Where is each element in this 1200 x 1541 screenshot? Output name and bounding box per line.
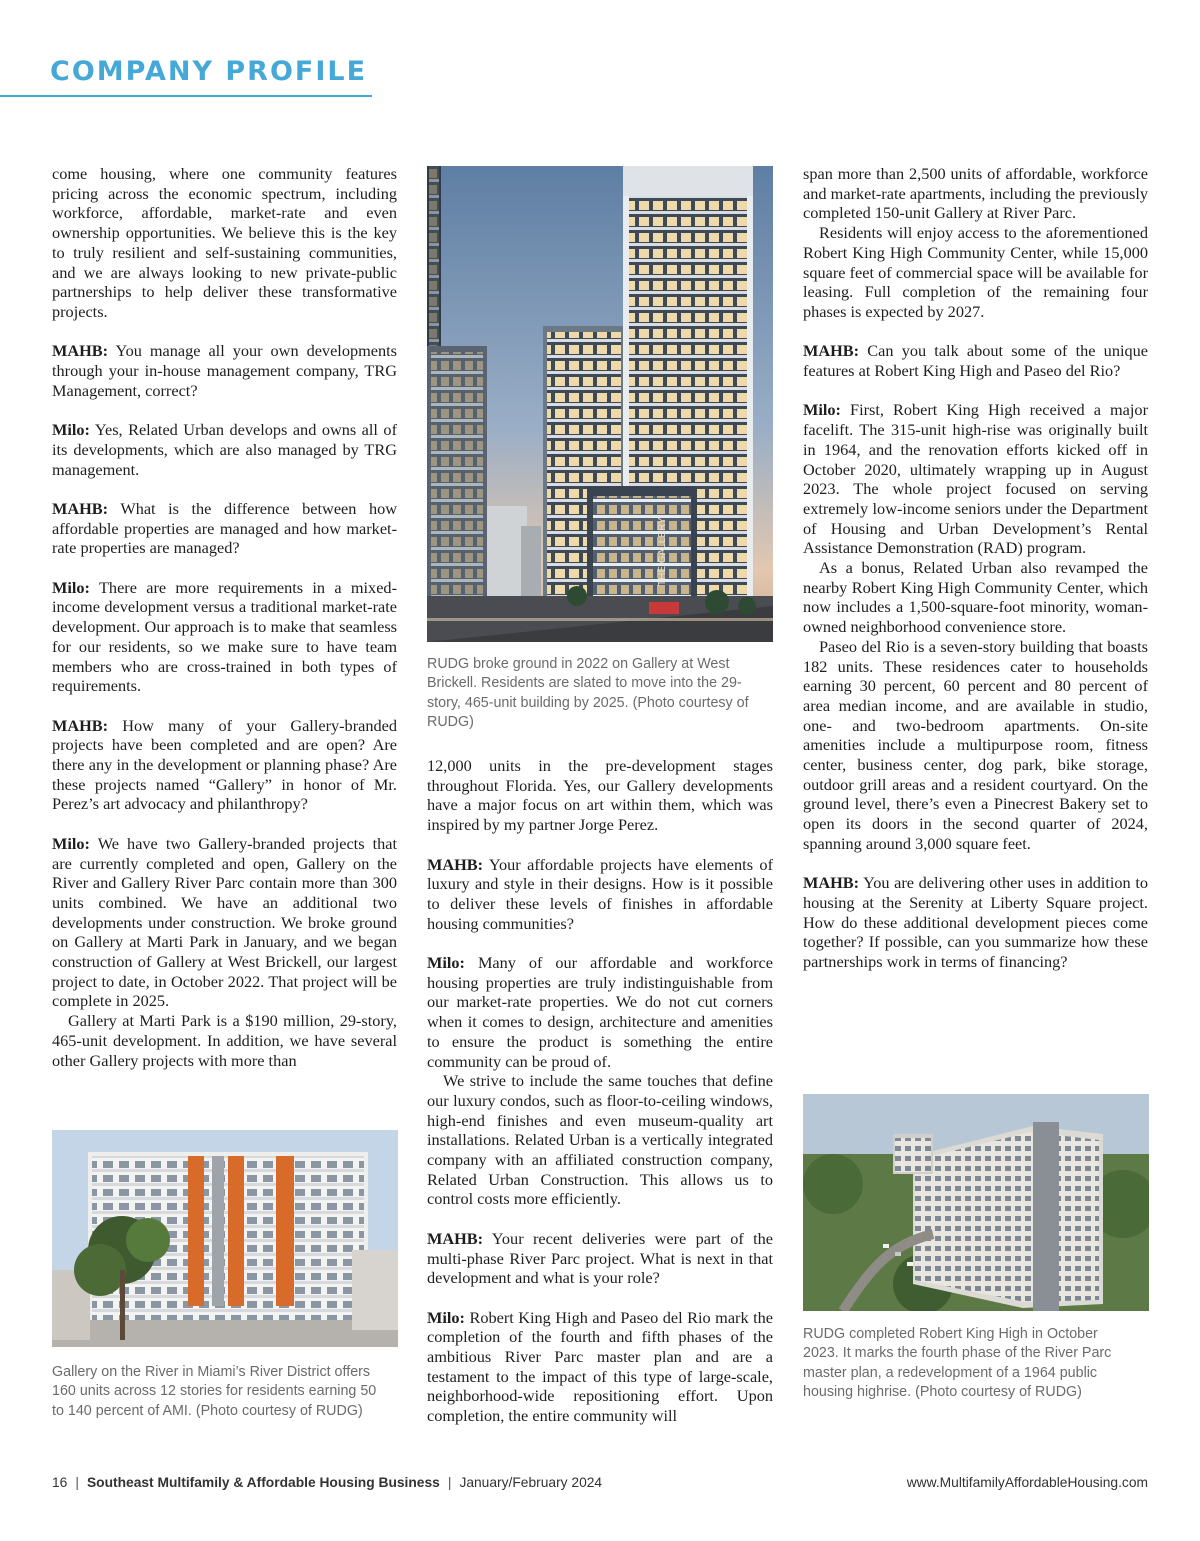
paragraph: Residents will enjoy access to the aforementioned Robert King High Community Center, while 15,000 square feet of commercial space will be available for leasing. Full completion of the remaining four phases is expected by 2027. (803, 223, 1148, 321)
footer-left (52, 1475, 602, 1490)
mid-rise-building-image (52, 1130, 398, 1347)
paragraph (803, 873, 1148, 972)
gallery-on-the-river-photo (52, 1130, 398, 1347)
paragraph: We strive to include the same touches that define our luxury condos, such as floor-to-ceiling windows, high-end finishes and even museum-quality art installations. Related Urban is a vertically integrated company with an affiliated construction company, Related Urban Construction. This allows us to control costs more efficiently. (427, 1071, 773, 1209)
paragraph (427, 1229, 773, 1288)
issue-date: January/February 2024 (459, 1475, 603, 1490)
paragraph (427, 953, 773, 1071)
paragraph (803, 341, 1148, 380)
paragraph-text: Yes, Related Urban develops and owns all of its developments, which are also managed by TRG management. (52, 420, 397, 479)
speaker: MAHB: (427, 1228, 484, 1248)
gallery-west-brickell-caption: RUDG broke ground in 2022 on Gallery at West Brickell. Residents are slated to move into the 29-story, 465-unit building by 2025. (Photo courtesy of RUDG) (427, 656, 749, 730)
paragraph: Paseo del Rio is a seven-story building that boasts 182 units. These residences cater to households earning 30 percent, 60 percent and 80 percent of area median income, and are available in studio, one- and two-bedroom apartments. On-site amenities include a multipurpose room, fitness center, business center, dog park, bike storage, outdoor grill areas and a resident courtyard. On the ground level, there’s even a Pinecrest Bakery set to open its doors in the second quarter of 2024, spanning around 3,000 square feet. (803, 636, 1148, 853)
speaker: Milo: (427, 1307, 465, 1327)
speaker: Milo: (427, 953, 465, 972)
paragraph (52, 499, 397, 558)
paragraph: Gallery at Marti Park is a $190 million, 29-story, 465-unit development. In addition, we have several other Gallery projects with more than (52, 1011, 397, 1070)
header-rule (0, 95, 372, 97)
paragraph (52, 834, 397, 1011)
speaker: MAHB: (52, 498, 109, 518)
paragraph-text: There are more requirements in a mixed-income development versus a traditional market-rate development. Our approach is to make that seamless for our residents, so we make sure to have team members who are cross-trained in both types of requirements. (52, 577, 397, 696)
section-label: COMPANY PROFILE (50, 56, 368, 87)
speaker: MAHB: (52, 715, 109, 735)
paragraph (52, 341, 397, 400)
speaker: Milo: (52, 833, 90, 853)
website-link[interactable]: www.MultifamilyAffordableHousing.com (906, 1475, 1148, 1490)
speaker: MAHB: (427, 854, 484, 874)
paragraph: span more than 2,500 units of affordable, workforce and market-rate apartments, including the previously completed 150-unit Gallery at River Parc. (803, 164, 1148, 223)
article-column-3 (803, 164, 1148, 972)
gallery-west-brickell-photo (427, 166, 773, 642)
speaker: Milo: (52, 577, 90, 597)
paragraph-text: What is the difference between how affordable properties are managed and how market-rate properties are managed? (52, 498, 397, 558)
speaker: Milo: (52, 420, 90, 440)
paragraph (52, 578, 397, 696)
publication-name: Southeast Multifamily & Affordable Housing Business (86, 1475, 440, 1490)
paragraph: come housing, where one community features pricing across the economic spectrum, including workforce, affordable, market-rate and even ownership opportunities. We believe this is the key to truly resilient and self-sustaining communities, and we are always looking to new private-public partnerships to help deliver these transformative projects. (52, 164, 397, 321)
paragraph-text: Your recent deliveries were part of the multi-phase River Parc project. What is next in that development and what is your role? (427, 1228, 773, 1288)
paragraph (52, 420, 397, 479)
paragraph-text: We have two Gallery-branded projects that are currently completed and open, Gallery on the River and Gallery River Parc contain more than 300 units combined. We have an additional two developments under construction. We broke ground on Gallery at Marti Park in January, and we began construction of Gallery at West Brickell, our largest project to date, in October 2022. That project will be complete in 2025. (52, 833, 397, 1011)
paragraph-text: First, Robert King High received a major facelift. The 315-unit high-rise was originally built in 1964, and the renovation efforts kicked off in October 2020, ultimately wrapping up in August 2023. The whole project focused on serving extremely low-income seniors under the Department of Housing and Urban Development’s Rental Assistance Demonstration (RAD) program. (803, 400, 1148, 558)
speaker: Milo: (803, 400, 841, 420)
paragraph (427, 855, 773, 934)
paragraph-text: Your affordable projects have elements of luxury and style in their designs. How is it possible to deliver these levels of finishes in affordable housing communities? (427, 854, 773, 933)
speaker: MAHB: (803, 873, 860, 893)
paragraph (803, 400, 1148, 558)
paragraph: 12,000 units in the pre-development stages throughout Florida. Yes, our Gallery developments have a major focus on art within them, which was inspired by my partner Jorge Perez. (427, 756, 773, 835)
paragraph-text: You are delivering other uses in addition to housing at the Serenity at Liberty Square project. How do these additional development pieces come together? If possible, can you summarize how these partnerships work in terms of financing? (803, 873, 1148, 972)
paragraph-text: How many of your Gallery-branded projects have been completed and are open? Are there any in the development or planning phase? Are these projects named “Gallery” in honor of Mr. Perez’s art advocacy and philanthropy? (52, 715, 397, 814)
robert-king-high-caption: RUDG completed Robert King High in October 2023. It marks the fourth phase of the River Parc master plan, a redevelopment of a 1964 public housing highrise. (Photo courtesy of RUDG) (803, 1326, 1112, 1400)
gallery-on-the-river-caption: Gallery on the River in Miami’s River District offers 160 units across 12 stories for residents earning 50 to 140 percent of AMI. (Photo courtesy of RUDG) (52, 1364, 377, 1419)
footer-divider: | (75, 1475, 79, 1490)
paragraph: As a bonus, Related Urban also revamped the nearby Robert King High Community Center, which now includes a 1,500-square-foot minority, woman-owned neighborhood convenience store. (803, 558, 1148, 637)
speaker: MAHB: (803, 341, 860, 361)
highrise-aerial-image (803, 1094, 1149, 1311)
speaker: MAHB: (52, 341, 109, 361)
paragraph (52, 716, 397, 815)
paragraph-text: You manage all your own developments through your in-house management company, TRG Management, correct? (52, 341, 397, 400)
paragraph-text: Many of our affordable and workforce housing properties are truly indistinguishable from our market-rate properties. We do not cut corners when it comes to design, architecture and amenities to ensure the product is something the entire community can be proud of. (427, 953, 773, 1071)
facade-sign-text: THE GALLERY (657, 517, 668, 586)
paragraph-text: Robert King High and Paseo del Rio mark the completion of the fourth and fifth phases of the ambitious River Parc master plan and are a testament to the impact of this type of large-scale, neighborhood-wide repositioning effort. Upon completion, the entire community will (427, 1307, 773, 1426)
tower-rendering-image (427, 166, 773, 642)
article-column-1 (52, 164, 397, 1070)
paragraph-text: Can you talk about some of the unique features at Robert King High and Paseo del Rio? (803, 341, 1148, 381)
robert-king-high-photo (803, 1094, 1149, 1311)
paragraph (427, 1308, 773, 1426)
article-column-2 (427, 756, 773, 1426)
footer-divider: | (447, 1475, 452, 1490)
page-number: 16 (52, 1475, 68, 1490)
